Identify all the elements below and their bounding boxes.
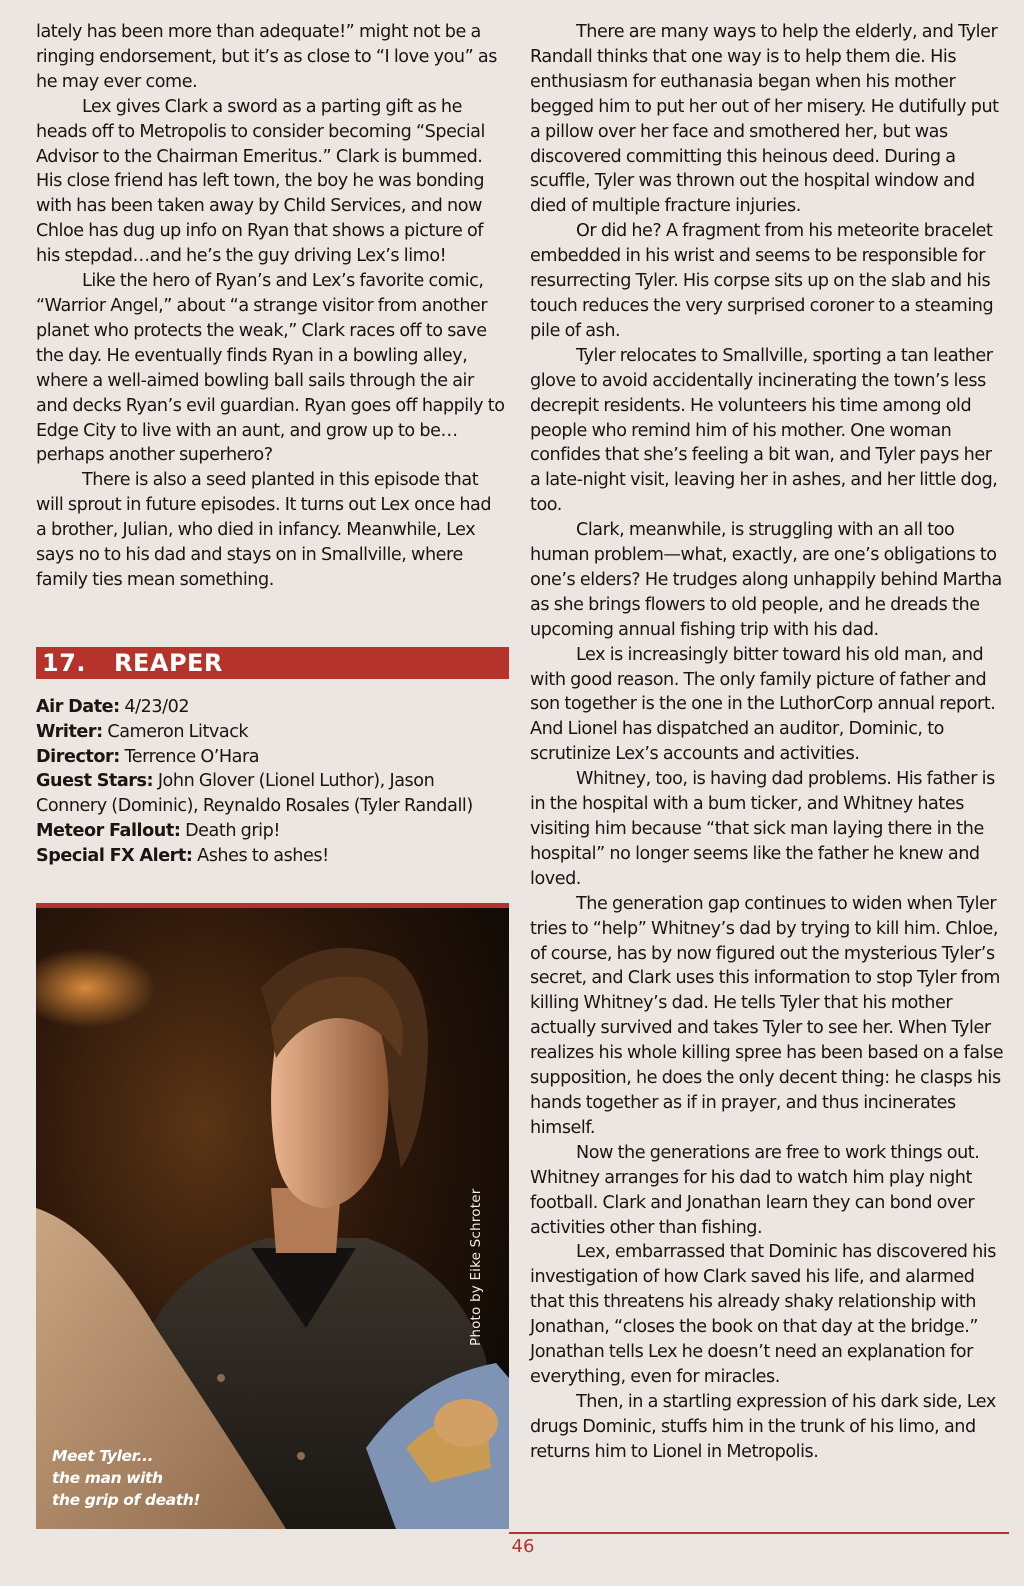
body-paragraph: Or did he? A fragment from his meteorite bracelet embedded in his wrist and seems to be responsible for resurrecting Tyler. His corpse sits up on the slab and his touch reduces the very surprised coroner to a steaming pile of ash. [530,221,994,341]
body-paragraph: There are many ways to help the elderly, and Tyler Randall thinks that one way is to help them die. His enthusiasm for euthanasia began when his mother begged him to put her out of her misery. He dutifully put a pillow over her face and smothered her, but was discovered committing this heinous deed. During a scuffle, Tyler was thrown out the hospital window and died of multiple fracture injuries. [530,22,999,217]
photo-caption [52,1445,200,1511]
photo-illustration [36,908,509,1529]
credit-value: John Glover (Lionel Luthor), Jason Connery (Dominic), Reynaldo Rosales (Tyler Randall) [36,771,473,817]
credit-director [36,745,506,770]
credit-guest-stars [36,769,506,819]
body-paragraph: Tyler relocates to Smallville, sporting a tan leather glove to avoid accidentally incinerating the town’s less decrepit residents. He volunteers his time among old people who remind him of his mother. One woman confides that she’s feeling a bit wan, and Tyler pays her a late-night visit, leaving her in ashes, and her little dog, too. [530,345,998,516]
episode-number: 17. [42,649,87,677]
body-paragraph: Lex is increasingly bitter toward his old man, and with good reason. The only family picture of father and son together is the one in the LuthorCorp annual report. And Lionel has dispatched an auditor, Dominic, to scrutinize Lex’s accounts and activities. [530,644,996,765]
caption-line: the man with [52,1469,163,1487]
credit-value: Ashes to ashes! [197,845,329,866]
credit-value: Cameron Litvack [107,721,249,742]
body-paragraph: Now the generations are free to work things out. Whitney arranges for his dad to watch him play night football. Clark and Jonathan learn they can bond over activities other than fishing. [530,1142,980,1238]
body-paragraph: Then, in a startling expression of his dark side, Lex drugs Dominic, stuffs him in the trunk of his limo, and returns him to Lionel in Metropolis. [530,1391,996,1462]
caption-line: Meet Tyler... [52,1447,154,1465]
credit-label: Writer: [36,721,103,742]
body-paragraph: There is also a seed planted in this episode that will sprout in future episodes. It turns out Lex once had a brother, Julian, who died in infancy. Meanwhile, Lex says no to his dad and stays on in Smallville, where family ties mean something. [36,470,492,590]
right-column [530,20,1006,1465]
body-paragraph: Whitney, too, is having dad problems. His father is in the hospital with a bum ticker, and Whitney hates visiting him because “that sick man laying there in the hospital” no longer seems like the father he knew and loved. [530,769,995,889]
episode-header [36,647,509,679]
caption-line: the grip of death! [52,1491,201,1509]
photo-credit: Photo by Eike Schroter [468,1188,484,1346]
credit-writer [36,720,506,745]
credit-value: Death grip! [185,820,280,841]
footer-rule [509,1532,1009,1534]
credit-label: Guest Stars: [36,771,154,792]
left-column [36,20,506,593]
credit-value: Terrence O’Hara [124,746,260,767]
credit-label: Meteor Fallout: [36,820,181,841]
body-paragraph: Clark, meanwhile, is struggling with an all too human problem—what, exactly, are one’s obligations to one’s elders? He trudges along unhappily behind Martha as she brings flowers to old people, and he dreads the upcoming annual fishing trip with his dad. [530,520,1002,640]
credit-label: Special FX Alert: [36,845,193,866]
episode-title: REAPER [114,649,223,677]
body-paragraph: The generation gap continues to widen when Tyler tries to “help” Whitney’s dad by trying to kill him. Chloe, of course, has by now figured out the mysterious Tyler’s secret, and Clark uses this information to stop Tyler from killing Whitney’s dad. He tells Tyler that his mother actually survived and takes Tyler to see her. When Tyler realizes his whole killing spree has been based on a false supposition, he does the only decent thing: he clasps his hands together as if in prayer, and thus incinerates himself. [530,893,1004,1138]
body-paragraph: Like the hero of Ryan’s and Lex’s favorite comic, “Warrior Angel,” about “a strange visitor from another planet who protects the weak,” Clark races off to save the day. He eventually finds Ryan in a bowling alley, where a well-aimed bowling ball sails through the air and decks Ryan’s evil guardian. Ryan goes off happily to Edge City to live with an aunt, and grow up to be… perhaps another superhero? [36,271,505,466]
body-paragraph: Lex, embarrassed that Dominic has discovered his investigation of how Clark saved his life, and alarmed that this threatens his already shaky relationship with Jonathan, “closes the book on that day at the bridge.” Jonathan tells Lex he doesn’t need an explanation for everything, even for miracles. [530,1242,996,1387]
credit-value: 4/23/02 [124,697,190,717]
credit-label: Director: [36,746,120,767]
episode-photo [36,903,509,1529]
episode-credits [36,695,506,869]
body-paragraph: Lex gives Clark a sword as a parting gift as he heads off to Metropolis to consider becoming “Special Advisor to the Chairman Emeritus.” Clark is bummed. His close friend has left town, the boy he was bonding with has been taken away by Child Services, and now Chloe has dug up info on Ryan that shows a picture of his stepdad…and he’s the guy driving Lex’s limo! [36,96,485,267]
credit-label: Air Date: [36,697,120,717]
credit-air-date [36,695,506,720]
body-paragraph: lately has been more than adequate!” might not be a ringing endorsement, but it’s as close to “I love you” as he may ever come. [36,22,497,92]
page-number: 46 [511,1536,535,1557]
credit-special-fx [36,844,506,869]
credit-meteor-fallout [36,819,506,844]
